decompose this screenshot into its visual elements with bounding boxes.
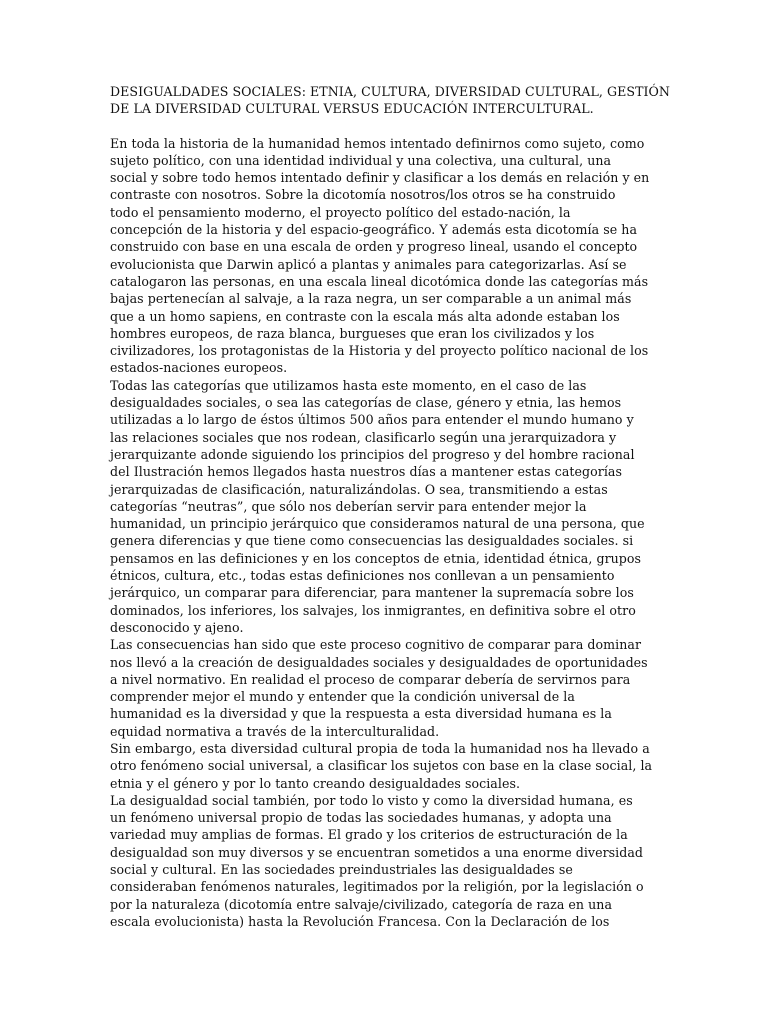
paragraph-line: comprender mejor el mundo y entender que la condición universal de la <box>110 689 575 705</box>
document-title <box>110 83 670 118</box>
paragraph-line: desconocido y ajeno. <box>110 619 244 635</box>
paragraph <box>110 636 660 740</box>
paragraph-line: hombres europeos, de raza blanca, burgueses que eran los civilizados y los <box>110 325 595 341</box>
title-line: DE LA DIVERSIDAD CULTURAL VERSUS EDUCACIÓN INTERCULTURAL. <box>110 101 594 117</box>
paragraph-line: consideraban fenómenos naturales, legitimados por la religión, por la legislación o <box>110 879 644 895</box>
paragraph-line: Las consecuencias han sido que este proceso cognitivo de comparar para dominar <box>110 637 642 653</box>
paragraph-line: jerárquico, un comparar para diferenciar, para mantener la supremacía sobre los <box>110 585 634 601</box>
paragraph-line: humanidad es la diversidad y que la respuesta a esta diversidad humana es la <box>110 706 612 722</box>
paragraph-line: evolucionista que Darwin aplicó a plantas y animales para categorizarlas. Así se <box>110 256 627 272</box>
paragraph <box>110 792 660 930</box>
paragraph-line: civilizadores, los protagonistas de la Historia y del proyecto político nacional de los <box>110 343 649 359</box>
paragraph-line: concepción de la historia y del espacio-geográfico. Y además esta dicotomía se ha <box>110 222 637 238</box>
paragraph-line: La desigualdad social también, por todo lo visto y como la diversidad humana, es <box>110 792 633 808</box>
paragraph-line: construido con base en una escala de orden y progreso lineal, usando el concepto <box>110 239 638 255</box>
document-body <box>110 135 660 931</box>
paragraph-line: etnia y el género y por lo tanto creando desigualdades sociales. <box>110 775 521 791</box>
paragraph-line: del Ilustración hemos llegados hasta nuestros días a mantener estas categorías <box>110 464 622 480</box>
title-line: DESIGUALDADES SOCIALES: ETNIA, CULTURA, DIVERSIDAD CULTURAL, GESTIÓN <box>110 84 670 99</box>
paragraph-line: social y sobre todo hemos intentado definir y clasificar a los demás en relación y en <box>110 170 650 186</box>
paragraph-line: bajas pertenecían al salvaje, a la raza negra, un ser comparable a un animal más <box>110 291 632 307</box>
paragraph-line: sujeto político, con una identidad individual y una colectiva, una cultural, una <box>110 152 612 168</box>
paragraph-line: étnicos, cultura, etc., todas estas definiciones nos conllevan a un pensamiento <box>110 568 615 584</box>
paragraph-line: humanidad, un principio jerárquico que consideramos natural de una persona, que <box>110 516 645 532</box>
paragraph-line: social y cultural. En las sociedades preindustriales las desigualdades se <box>110 862 573 878</box>
paragraph-line: que a un homo sapiens, en contraste con la escala más alta adonde estaban los <box>110 308 620 324</box>
paragraph-line: catalogaron las personas, en una escala lineal dicotómica donde las categorías más <box>110 273 649 289</box>
paragraph <box>110 135 660 377</box>
paragraph-line: escala evolucionista) hasta la Revolución Francesa. Con la Declaración de los <box>110 913 610 929</box>
paragraph-line: pensamos en las definiciones y en los conceptos de etnia, identidad étnica, grupos <box>110 550 642 566</box>
paragraph-line: jerarquizadas de clasificación, naturalizándolas. O sea, transmitiendo a estas <box>110 481 608 497</box>
paragraph-line: las relaciones sociales que nos rodean, clasificarlo según una jerarquizadora y <box>110 429 617 445</box>
paragraph-line: contraste con nosotros. Sobre la dicotomía nosotros/los otros se ha construido <box>110 187 616 203</box>
paragraph-line: desigualdad son muy diversos y se encuentran sometidos a una enorme diversidad <box>110 844 644 860</box>
paragraph-line: estados-naciones europeos. <box>110 360 288 376</box>
paragraph-line: En toda la historia de la humanidad hemos intentado definirnos como sujeto, como <box>110 135 645 151</box>
paragraph-line: Sin embargo, esta diversidad cultural propia de toda la humanidad nos ha llevado a <box>110 740 650 756</box>
paragraph-line: por la naturaleza (dicotomía entre salvaje/civilizado, categoría de raza en una <box>110 896 613 912</box>
document-page <box>110 83 670 930</box>
paragraph-line: dominados, los inferiores, los salvajes, los inmigrantes, en definitiva sobre el otro <box>110 602 636 618</box>
paragraph-line: a nivel normativo. En realidad el proceso de comparar debería de servirnos para <box>110 671 631 687</box>
paragraph-line: genera diferencias y que tiene como consecuencias las desigualdades sociales. si <box>110 533 634 549</box>
paragraph-line: desigualdades sociales, o sea las categorías de clase, género y etnia, las hemos <box>110 395 622 411</box>
paragraph-line: utilizadas a lo largo de éstos últimos 500 años para entender el mundo humano y <box>110 412 634 428</box>
paragraph-line: categorías “neutras”, que sólo nos deberían servir para entender mejor la <box>110 498 587 514</box>
paragraph <box>110 740 660 792</box>
paragraph-line: otro fenómeno social universal, a clasificar los sujetos con base en la clase social, la <box>110 758 653 774</box>
paragraph-line: Todas las categorías que utilizamos hasta este momento, en el caso de las <box>110 377 587 393</box>
paragraph-line: todo el pensamiento moderno, el proyecto político del estado-nación, la <box>110 204 571 220</box>
paragraph <box>110 377 660 636</box>
paragraph-line: nos llevó a la creación de desigualdades sociales y desigualdades de oportunidades <box>110 654 648 670</box>
paragraph-line: equidad normativa a través de la interculturalidad. <box>110 723 440 739</box>
paragraph-line: variedad muy amplias de formas. El grado y los criterios de estructuración de la <box>110 827 628 843</box>
paragraph-line: un fenómeno universal propio de todas las sociedades humanas, y adopta una <box>110 810 612 826</box>
paragraph-line: jerarquizante adonde siguiendo los principios del progreso y del hombre racional <box>110 446 635 462</box>
